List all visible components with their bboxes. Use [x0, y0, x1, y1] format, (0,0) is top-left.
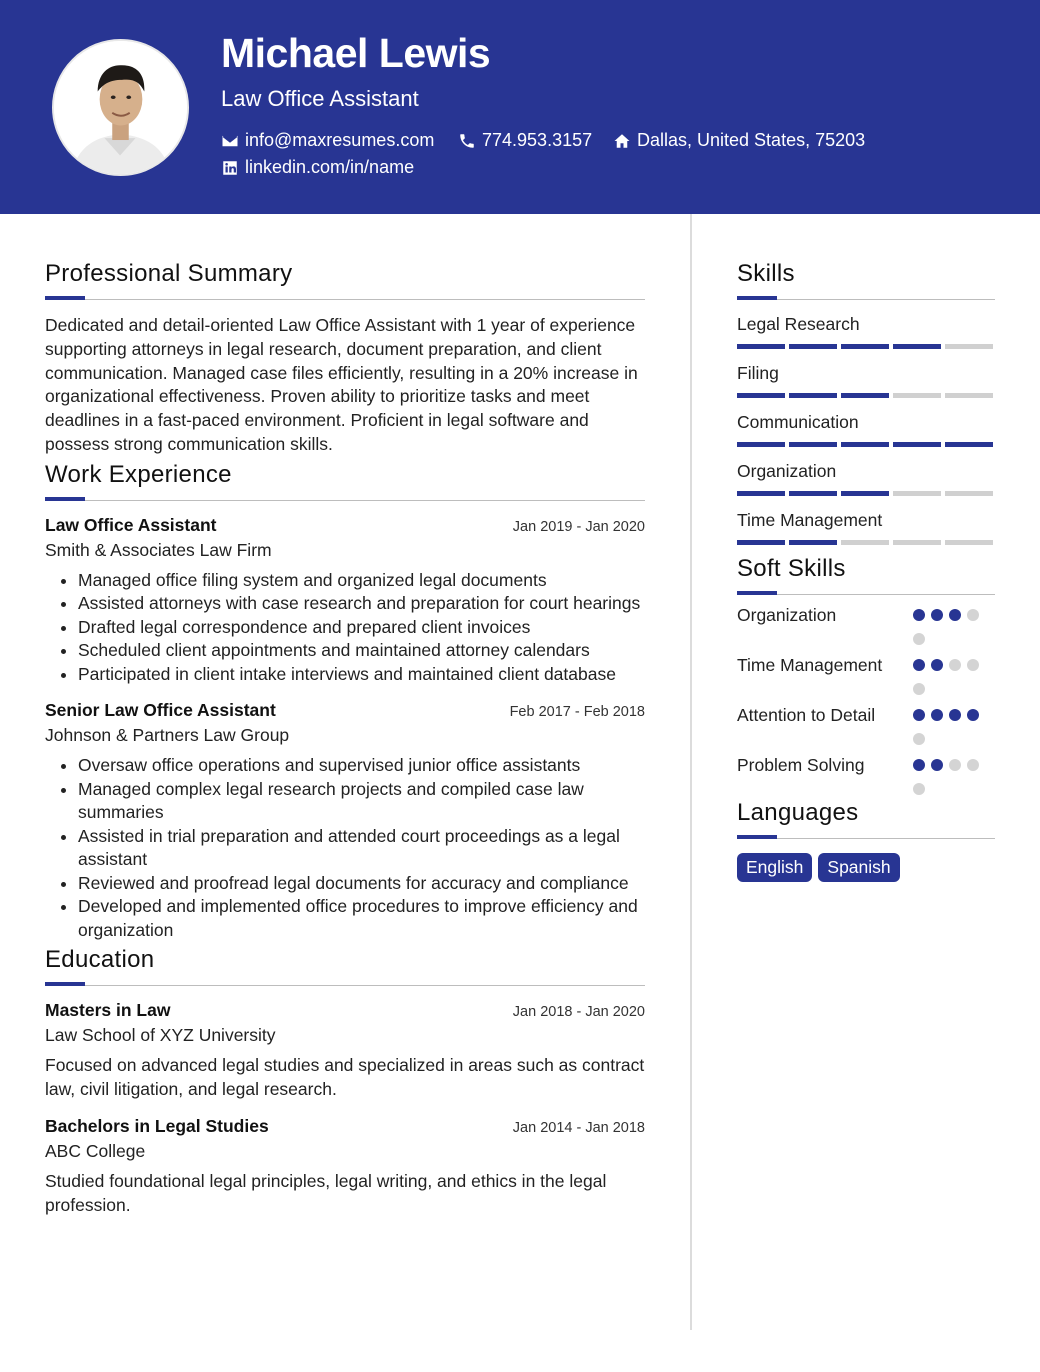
soft-skill-name: Time Management — [737, 655, 883, 675]
sidebar-column — [737, 258, 995, 882]
languages-list — [737, 853, 995, 882]
rating-dot — [913, 683, 925, 695]
skill-item — [737, 461, 995, 496]
education-entry — [45, 1116, 645, 1218]
skill-level-segment — [789, 491, 837, 496]
summary-text: Dedicated and detail-oriented Law Office Assistant with 1 year of experience supporting attorneys in legal research, document preparation, and client communication. Managed case files efficiently, resulting in a 20% increase in organizational effectiveness. Proven ability to prioritize tasks and meet deadlines in a fast-paced environment. Proficient in legal software and possess strong communication skills. — [45, 315, 638, 454]
rating-dot — [967, 609, 979, 621]
skill-level-segment — [789, 344, 837, 349]
job-bullets — [45, 569, 645, 687]
soft-skill-name: Organization — [737, 605, 837, 625]
rating-dot — [913, 733, 925, 745]
rating-dot — [913, 633, 925, 645]
phone-icon — [458, 132, 476, 150]
resume-header — [0, 0, 1040, 214]
profile-photo-image — [54, 41, 187, 174]
education-entry — [45, 1000, 645, 1102]
section-rule — [45, 296, 645, 300]
rating-dot — [913, 759, 925, 771]
summary-section — [45, 258, 645, 457]
education-dates: Jan 2014 - Jan 2018 — [512, 1119, 645, 1136]
rating-dot — [949, 759, 961, 771]
envelope-icon — [221, 132, 239, 150]
skill-level-segment — [841, 393, 889, 398]
job-role: Law Office Assistant — [45, 514, 217, 535]
rating-dot — [949, 609, 961, 621]
rating-dot — [949, 659, 961, 671]
experience-section — [45, 459, 645, 943]
soft-skills-list — [737, 603, 995, 795]
contact-phone[interactable] — [458, 130, 592, 151]
skill-level-segment — [841, 344, 889, 349]
rating-dot — [931, 709, 943, 721]
soft-skill-item — [737, 753, 995, 795]
soft-skill-rating — [913, 753, 995, 795]
home-icon — [613, 132, 631, 150]
skill-name: Communication — [737, 412, 859, 432]
job-entry — [45, 700, 645, 942]
skill-level-segment — [789, 442, 837, 447]
soft-skill-item — [737, 603, 995, 645]
skills-list — [737, 314, 995, 545]
job-bullet: • Reviewed and proofread legal documents for accuracy and compliance — [78, 872, 645, 896]
language-badge: Spanish — [818, 853, 899, 882]
skill-level-segment — [893, 393, 941, 398]
language-badge: English — [737, 853, 812, 882]
job-bullet: • Oversaw office operations and supervised junior office assistants — [78, 754, 645, 778]
rating-dot — [931, 659, 943, 671]
job-role: Senior Law Office Assistant — [45, 700, 276, 721]
skill-item — [737, 314, 995, 349]
skill-level-segment — [945, 540, 993, 545]
contact-linkedin[interactable] — [221, 157, 414, 178]
skill-level-segment — [945, 442, 993, 447]
soft-skill-rating — [913, 653, 995, 695]
job-dates: Jan 2019 - Jan 2020 — [512, 518, 645, 535]
soft-skill-name: Problem Solving — [737, 755, 865, 775]
school-name: Law School of XYZ University — [45, 1025, 276, 1046]
skill-item — [737, 510, 995, 545]
linkedin-text: linkedin.com/in/name — [245, 157, 415, 177]
job-bullet: • Participated in client intake interviews and maintained client database — [78, 663, 645, 687]
skill-level-bar — [737, 442, 995, 447]
section-heading: Languages — [737, 799, 859, 826]
school-name: ABC College — [45, 1140, 146, 1161]
contact-location — [613, 130, 865, 151]
section-rule — [737, 296, 995, 300]
location-text: Dallas, United States, 75203 — [637, 130, 866, 150]
skill-level-bar — [737, 491, 995, 496]
rating-dot — [913, 609, 925, 621]
skill-level-segment — [789, 540, 837, 545]
profile-photo — [52, 39, 189, 176]
section-heading: Soft Skills — [737, 555, 846, 582]
soft-skill-item — [737, 653, 995, 695]
job-bullet: • Assisted in trial preparation and attended court proceedings as a legal assistant — [78, 825, 645, 872]
skill-level-segment — [841, 442, 889, 447]
section-heading: Skills — [737, 260, 795, 287]
skill-level-segment — [737, 344, 785, 349]
section-rule — [45, 497, 645, 501]
soft-skill-rating — [913, 703, 995, 745]
section-heading: Professional Summary — [45, 260, 293, 287]
job-bullet: • Developed and implemented office procedures to improve efficiency and organization — [78, 895, 645, 942]
job-dates: Feb 2017 - Feb 2018 — [509, 704, 645, 721]
job-company: Smith & Associates Law Firm — [45, 539, 272, 560]
education-section — [45, 944, 645, 1217]
soft-skill-rating — [913, 603, 995, 645]
skill-name: Organization — [737, 461, 837, 481]
skill-level-segment — [737, 442, 785, 447]
languages-section — [737, 797, 995, 882]
skill-item — [737, 412, 995, 447]
skill-level-segment — [893, 344, 941, 349]
phone-text: 774.953.3157 — [482, 130, 593, 150]
skill-name: Time Management — [737, 510, 883, 530]
job-bullet: • Scheduled client appointments and maintained attorney calendars — [78, 639, 645, 663]
rating-dot — [913, 783, 925, 795]
skill-level-segment — [945, 491, 993, 496]
skill-level-bar — [737, 344, 995, 349]
rating-dot — [967, 759, 979, 771]
skill-level-segment — [945, 344, 993, 349]
skill-level-bar — [737, 540, 995, 545]
job-company: Johnson & Partners Law Group — [45, 725, 290, 746]
skill-level-segment — [893, 491, 941, 496]
skill-level-segment — [789, 393, 837, 398]
skill-name: Legal Research — [737, 314, 860, 334]
rating-dot — [949, 709, 961, 721]
job-bullet: • Managed complex legal research projects and compiled case law summaries — [78, 778, 645, 825]
skill-level-segment — [737, 491, 785, 496]
education-description: Studied foundational legal principles, legal writing, and ethics in the legal profession. — [45, 1170, 607, 1215]
job-bullet: • Managed office filing system and organized legal documents — [78, 569, 645, 593]
rating-dot — [913, 659, 925, 671]
degree-name: Bachelors in Legal Studies — [45, 1115, 269, 1136]
job-bullets — [45, 754, 645, 942]
skills-section — [737, 258, 995, 545]
candidate-name: Michael Lewis — [221, 30, 491, 76]
section-heading: Work Experience — [45, 460, 232, 488]
skill-item — [737, 363, 995, 398]
section-heading: Education — [45, 946, 155, 974]
education-description: Focused on advanced legal studies and specialized in areas such as contract law, civil litigation, and legal research. — [45, 1055, 645, 1100]
section-rule — [737, 835, 995, 839]
section-rule — [737, 591, 995, 595]
soft-skill-name: Attention to Detail — [737, 705, 876, 725]
rating-dot — [967, 659, 979, 671]
rating-dot — [967, 709, 979, 721]
soft-skills-section — [737, 553, 995, 795]
linkedin-icon — [221, 159, 239, 177]
skill-level-bar — [737, 393, 995, 398]
skill-level-segment — [893, 540, 941, 545]
main-column — [45, 258, 645, 1217]
section-rule — [45, 982, 645, 986]
soft-skill-item — [737, 703, 995, 745]
job-bullet: • Drafted legal correspondence and prepared client invoices — [78, 616, 645, 640]
rating-dot — [931, 609, 943, 621]
skill-name: Filing — [737, 363, 779, 383]
skill-level-segment — [841, 491, 889, 496]
skill-level-segment — [945, 393, 993, 398]
contact-email[interactable] — [221, 130, 434, 151]
skill-level-segment — [893, 442, 941, 447]
education-dates: Jan 2018 - Jan 2020 — [512, 1004, 645, 1021]
job-entry — [45, 515, 645, 687]
degree-name: Masters in Law — [45, 1000, 171, 1021]
skill-level-segment — [737, 540, 785, 545]
rating-dot — [913, 709, 925, 721]
candidate-title: Law Office Assistant — [221, 86, 419, 111]
email-text: info@maxresumes.com — [245, 130, 435, 150]
job-bullet: • Assisted attorneys with case research and preparation for court hearings — [78, 592, 645, 616]
skill-level-segment — [737, 393, 785, 398]
column-divider — [690, 214, 692, 1330]
rating-dot — [931, 759, 943, 771]
skill-level-segment — [841, 540, 889, 545]
